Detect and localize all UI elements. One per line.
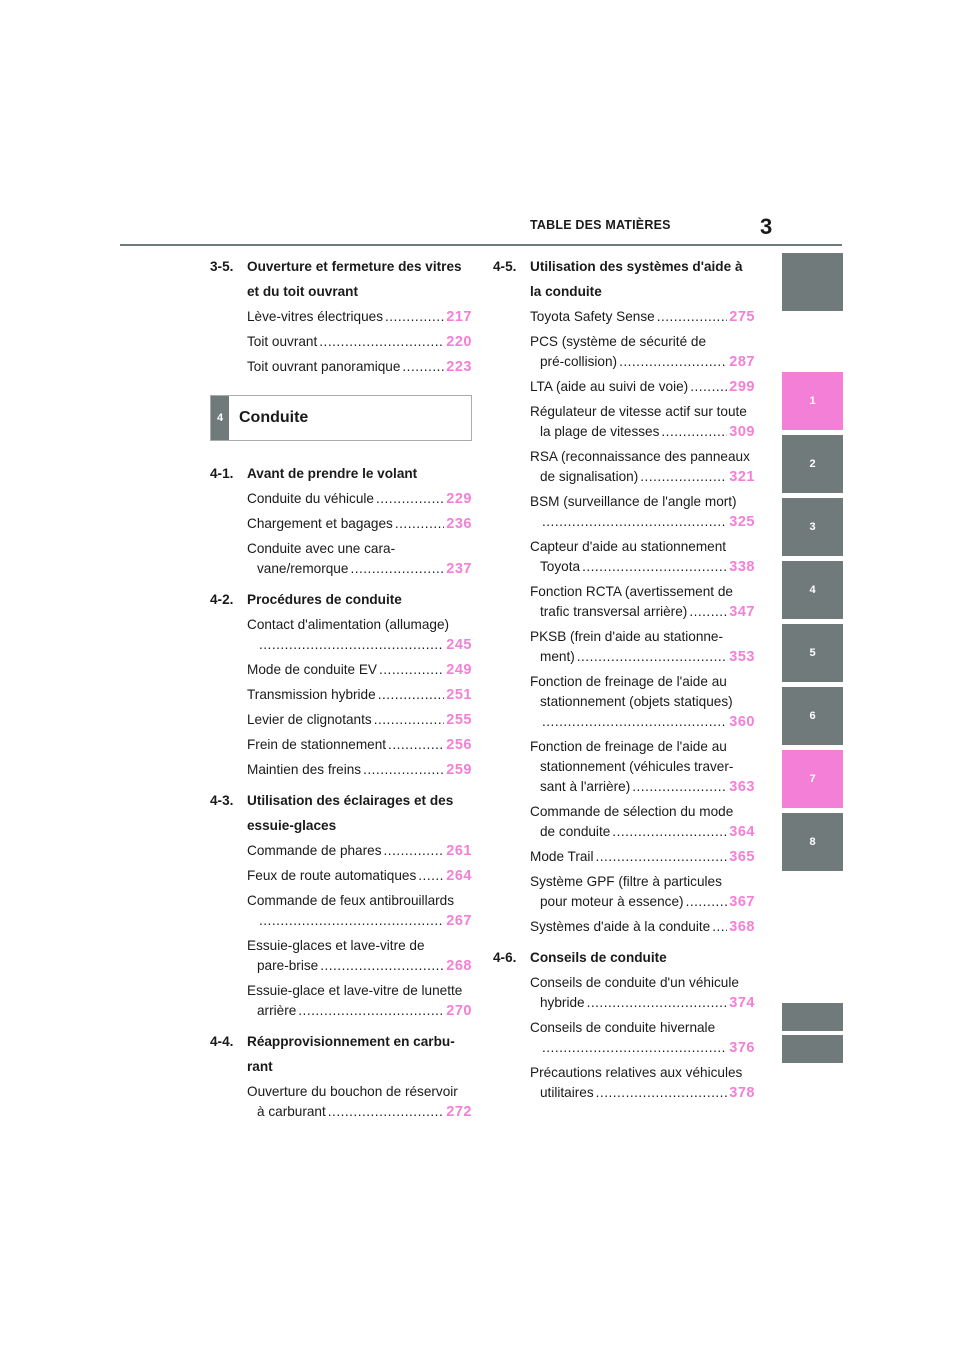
toc-entry[interactable] [530, 734, 755, 799]
toc-entry[interactable] [530, 669, 755, 734]
page-link[interactable]: 217 [446, 308, 472, 325]
page-link[interactable]: 249 [446, 661, 472, 678]
section-heading[interactable] [210, 461, 472, 486]
page-link[interactable]: 378 [729, 1084, 755, 1101]
side-tab-3[interactable]: 3 [782, 498, 843, 556]
entry-text: Conduite avec une cara- [247, 540, 396, 556]
toc-entry[interactable] [247, 838, 472, 863]
toc-entry[interactable] [247, 657, 472, 682]
page-link[interactable]: 275 [729, 308, 755, 325]
section-title: Procédures de conduite [247, 592, 402, 607]
toc-entry[interactable] [530, 799, 755, 844]
toc-entry[interactable] [247, 536, 472, 581]
section-number: 4-2. [210, 592, 234, 607]
side-tab-2[interactable]: 2 [782, 435, 843, 493]
entry-text: pare-brise [257, 957, 319, 973]
entry-text: PCS (système de sécurité de [530, 333, 707, 349]
toc-entry[interactable] [530, 869, 755, 914]
entry-text: trafic transversal arrière) [540, 603, 688, 619]
entry-text: Contact d'alimentation (allumage) [247, 616, 450, 632]
toc-right-column [493, 254, 755, 1105]
side-tab-8[interactable]: 8 [782, 813, 843, 871]
toc-entry[interactable] [530, 970, 755, 1015]
entry-text: Toit ouvrant [247, 333, 318, 349]
toc-entry[interactable] [247, 863, 472, 888]
section-title: Ouverture et fermeture des vitres et du toit ouvrant [247, 259, 462, 299]
toc-entry[interactable] [530, 1015, 755, 1060]
entry-text: Régulateur de vitesse actif sur toute [530, 403, 747, 419]
entry-text: arrière [257, 1002, 297, 1018]
page-link[interactable]: 360 [729, 713, 755, 730]
entry-text: Toyota [540, 558, 581, 574]
section-heading[interactable] [210, 1029, 472, 1079]
page-link[interactable]: 270 [446, 1002, 472, 1019]
toc-entry[interactable] [530, 914, 755, 939]
entry-text: Commande de sélection du mode [530, 803, 734, 819]
section-heading[interactable] [210, 254, 472, 304]
entry-text: hybride [540, 994, 585, 1010]
toc-left-column [210, 254, 472, 1124]
entry-text: stationnement (véhicules traver- [540, 758, 734, 774]
section-number: 4-3. [210, 793, 234, 808]
toc-entry[interactable] [247, 1079, 472, 1124]
chapter-title: Conduite [239, 409, 309, 426]
toc-entry[interactable] [247, 888, 472, 933]
toc-entry[interactable] [247, 304, 472, 329]
page-link[interactable]: 367 [729, 893, 755, 910]
toc-entry[interactable] [530, 329, 755, 374]
entry-text: Commande de feux antibrouillards [247, 892, 455, 908]
page-link[interactable]: 338 [729, 558, 755, 575]
toc-entry[interactable] [247, 933, 472, 978]
toc-entry[interactable] [247, 978, 472, 1023]
entry-text: Ouverture du bouchon de réservoir [247, 1083, 458, 1099]
page-link[interactable]: 268 [446, 957, 472, 974]
entry-text: PKSB (frein d'aide au stationne- [530, 628, 724, 644]
page-link[interactable]: 321 [729, 468, 755, 485]
entry-text: vane/remorque [257, 560, 349, 576]
toc-entry[interactable] [530, 444, 755, 489]
page-link[interactable]: 347 [729, 603, 755, 620]
chapter-number-tab: 4 [211, 396, 229, 440]
toc-entry[interactable] [247, 329, 472, 354]
toc-entry[interactable] [247, 732, 472, 757]
side-tab-7[interactable]: 7 [782, 750, 843, 808]
page-link[interactable]: 353 [729, 648, 755, 665]
section-number: 4-1. [210, 466, 234, 481]
entry-text: Feux de route automatiques [247, 867, 417, 883]
entry-text: Essuie-glace et lave-vitre de lunette [247, 982, 463, 998]
side-tab-5[interactable]: 5 [782, 624, 843, 682]
chapter-heading-box[interactable] [210, 395, 472, 441]
page-link[interactable]: 364 [729, 823, 755, 840]
entry-text: ment) [540, 648, 575, 664]
page-link[interactable]: 287 [729, 353, 755, 370]
section-title: Conseils de conduite [530, 950, 667, 965]
page-link[interactable]: 259 [446, 761, 472, 778]
entry-text: Conduite du véhicule [247, 490, 374, 506]
entry-text: Système GPF (filtre à particules [530, 873, 722, 889]
page-link[interactable]: 264 [446, 867, 472, 884]
toc-entry[interactable] [530, 579, 755, 624]
toc-entry[interactable] [247, 682, 472, 707]
toc-entry[interactable] [530, 844, 755, 869]
entry-text: Toyota Safety Sense [530, 308, 655, 324]
entry-text: Mode Trail [530, 848, 594, 864]
page-link[interactable]: 374 [729, 994, 755, 1011]
section-title: Réapprovisionnement en carbu-rant [247, 1034, 455, 1074]
entry-text: utilitaires [540, 1084, 594, 1100]
section-number: 3-5. [210, 259, 234, 274]
page-link[interactable]: 363 [729, 778, 755, 795]
page-link[interactable]: 368 [729, 918, 755, 935]
page-number: 3 [760, 214, 773, 239]
section-number: 4-5. [493, 259, 517, 274]
entry-text: Transmission hybride [247, 686, 376, 702]
side-tab-4[interactable]: 4 [782, 561, 843, 619]
page-link[interactable]: 237 [446, 560, 472, 577]
page-link[interactable]: 267 [446, 912, 472, 929]
entry-text: Fonction RCTA (avertissement de [530, 583, 733, 599]
toc-entry[interactable] [530, 624, 755, 669]
side-tab-index-a[interactable] [782, 1003, 843, 1031]
page-link[interactable]: 309 [729, 423, 755, 440]
page-link[interactable]: 245 [446, 636, 472, 653]
entry-text: Systèmes d'aide à la conduite [530, 918, 711, 934]
entry-text: de conduite [540, 823, 611, 839]
toc-entry[interactable] [530, 399, 755, 444]
page-link[interactable]: 256 [446, 736, 472, 753]
entry-text: LTA (aide au suivi de voie) [530, 378, 689, 394]
entry-text: Levier de clignotants [247, 711, 372, 727]
entry-text: la plage de vitesses [540, 423, 660, 439]
entry-text: pré-collision) [540, 353, 618, 369]
entry-text: RSA (reconnaissance des panneaux [530, 448, 750, 464]
side-tab-index-b[interactable] [782, 1035, 843, 1063]
section-heading[interactable] [210, 788, 472, 838]
page-link[interactable]: 229 [446, 490, 472, 507]
header-rule [120, 244, 842, 246]
entry-text: Commande de phares [247, 842, 382, 858]
entry-text: Conseils de conduite hivernale [530, 1019, 716, 1035]
entry-text: Précautions relatives aux véhicules [530, 1064, 743, 1080]
toc-entry[interactable] [530, 1060, 755, 1105]
toc-entry[interactable] [247, 486, 472, 511]
side-tab-blank[interactable] [782, 253, 843, 311]
header-title: TABLE DES MATIÈRES [530, 218, 671, 232]
section-heading[interactable] [210, 587, 472, 612]
page-link[interactable]: 376 [729, 1039, 755, 1056]
entry-text: Toit ouvrant panoramique [247, 358, 401, 374]
page-link[interactable]: 325 [729, 513, 755, 530]
side-tab-6[interactable]: 6 [782, 687, 843, 745]
toc-entry[interactable] [530, 489, 755, 534]
entry-text: Lève-vitres électriques [247, 308, 383, 324]
toc-entry[interactable] [247, 511, 472, 536]
entry-text: Chargement et bagages [247, 515, 393, 531]
page-link[interactable]: 255 [446, 711, 472, 728]
toc-entry[interactable] [247, 707, 472, 732]
entry-text: Capteur d'aide au stationnement [530, 538, 727, 554]
toc-entry[interactable] [530, 534, 755, 579]
section-heading[interactable] [493, 254, 755, 304]
entry-text: Fonction de freinage de l'aide au [530, 738, 727, 754]
entry-text: Frein de stationnement [247, 736, 387, 752]
toc-entry[interactable] [247, 354, 472, 379]
entry-text: Maintien des freins [247, 761, 362, 777]
entry-text: Conseils de conduite d'un véhicule [530, 974, 739, 990]
toc-entry[interactable] [530, 304, 755, 329]
side-tab-1[interactable]: 1 [782, 372, 843, 430]
entry-text: pour moteur à essence) [540, 893, 684, 909]
entry-text: Mode de conduite EV [247, 661, 377, 677]
page-link[interactable]: 251 [446, 686, 472, 703]
section-title: Utilisation des systèmes d'aide à la conduite [530, 259, 743, 299]
section-number: 4-4. [210, 1034, 234, 1049]
page-link[interactable]: 272 [446, 1103, 472, 1120]
page-link[interactable]: 223 [446, 358, 472, 375]
page-link[interactable]: 236 [446, 515, 472, 532]
entry-text: Fonction de freinage de l'aide au [530, 673, 727, 689]
toc-entry[interactable] [530, 374, 755, 399]
toc-entry[interactable] [247, 757, 472, 782]
page-link[interactable]: 220 [446, 333, 472, 350]
page-link[interactable]: 299 [729, 378, 755, 395]
page-link[interactable]: 365 [729, 848, 755, 865]
toc-entry[interactable] [247, 612, 472, 657]
entry-text: BSM (surveillance de l'angle mort) [530, 493, 737, 509]
entry-text: de signalisation) [540, 468, 639, 484]
section-number: 4-6. [493, 950, 517, 965]
section-heading[interactable] [493, 945, 755, 970]
page-link[interactable]: 261 [446, 842, 472, 859]
entry-text: Essuie-glaces et lave-vitre de [247, 937, 425, 953]
section-title: Utilisation des éclairages et des essuie-glaces [247, 793, 454, 833]
section-title: Avant de prendre le volant [247, 466, 418, 481]
entry-text: à carburant [257, 1103, 326, 1119]
entry-text: stationnement (objets statiques) [540, 693, 733, 709]
entry-text: sant à l'arrière) [540, 778, 631, 794]
